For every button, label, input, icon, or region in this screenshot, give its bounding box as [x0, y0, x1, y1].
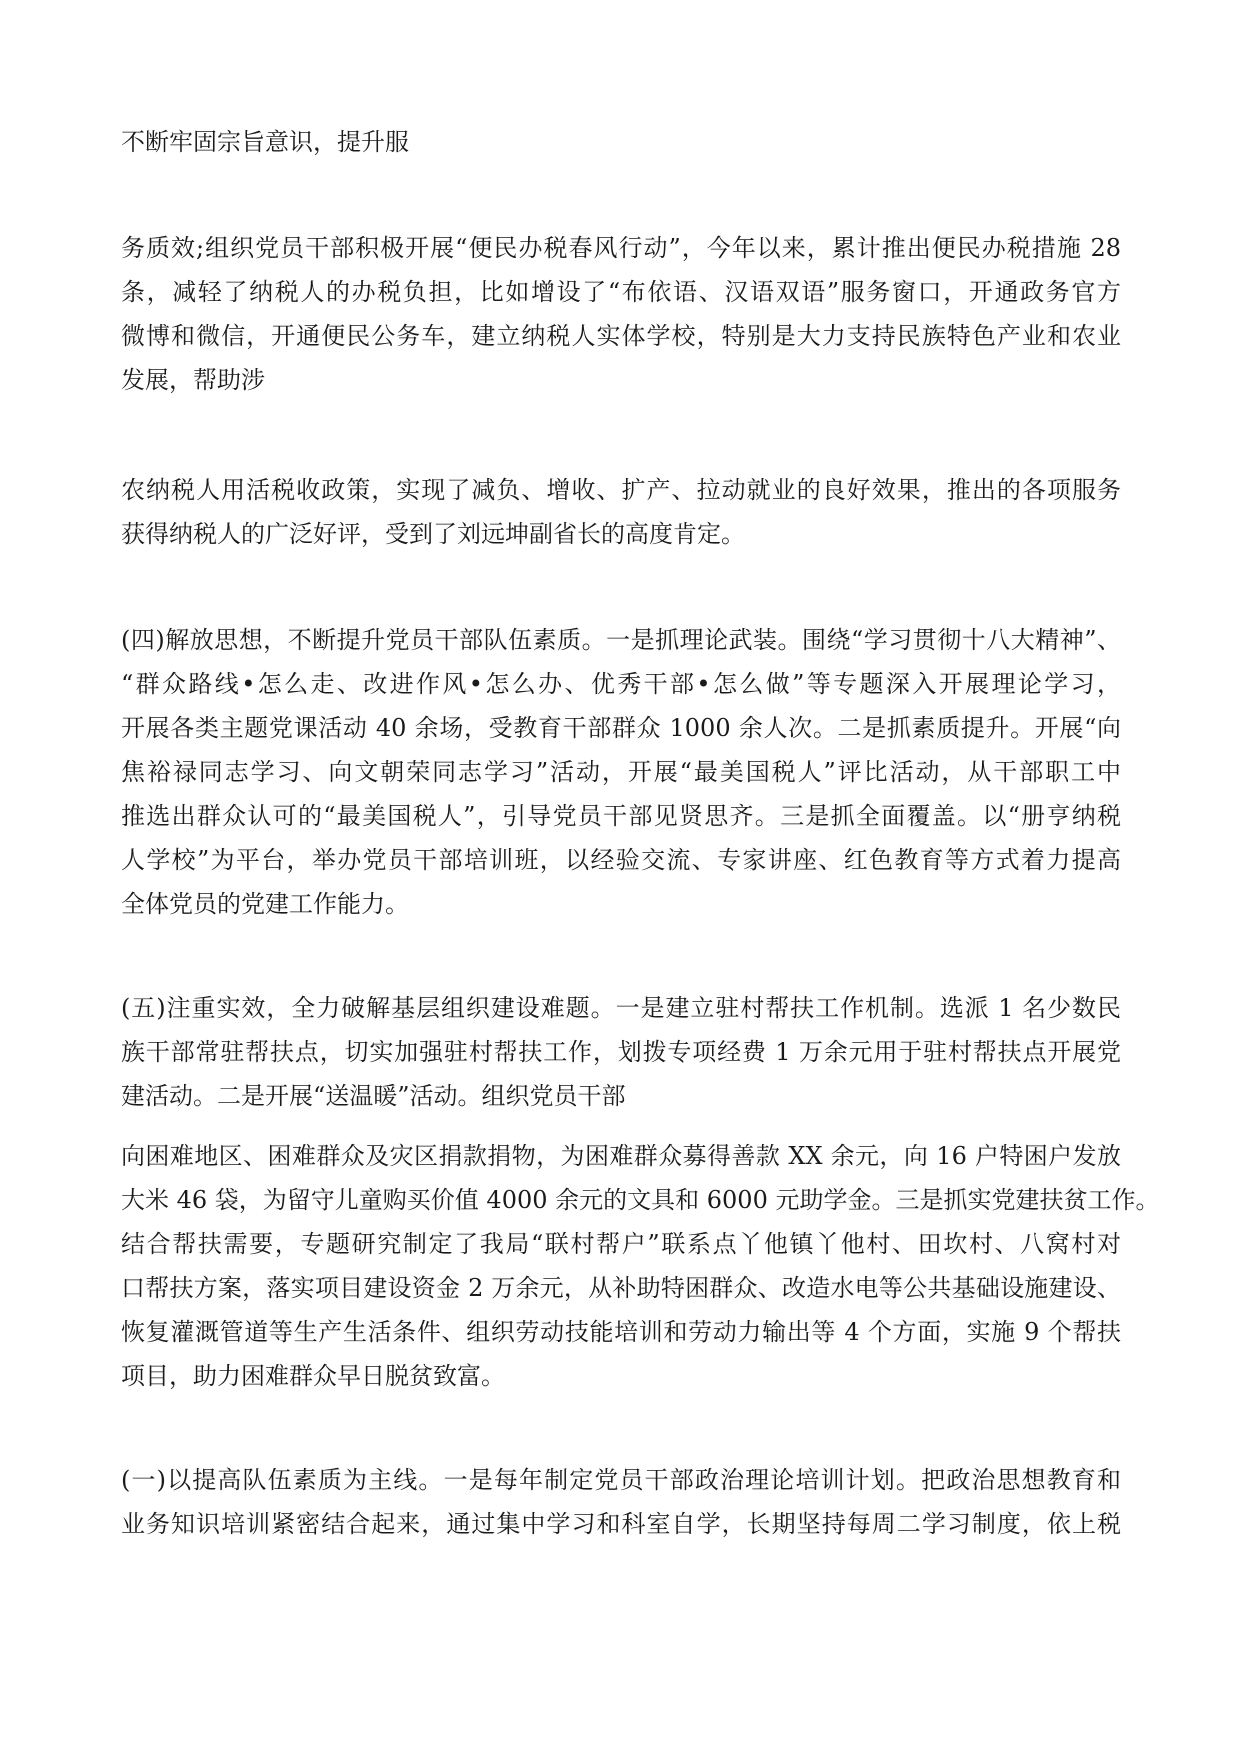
text-line: 开展各类主题党课活动 40 余场，受教育干部群众 1000 余人次。二是抓素质提升。开展“向 [121, 714, 1121, 742]
paragraph-7 [121, 1458, 1121, 1546]
text-line: 条，减轻了纳税人的办税负担，比如增设了“布依语、汉语双语”服务窗口，开通政务官方 [121, 278, 1121, 306]
paragraph-4 [121, 618, 1121, 926]
text-line: 恢复灌溉管道等生产生活条件、组织劳动技能培训和劳动力输出等 4 个方面，实施 9 个帮扶 [121, 1318, 1121, 1346]
text-line: 发展，帮助涉 [121, 366, 265, 394]
text-line: (五)注重实效，全力破解基层组织建设难题。一是建立驻村帮扶工作机制。选派 1 名少数民 [121, 994, 1121, 1022]
text-line: 务质效;组织党员干部积极开展“便民办税春风行动”，今年以来，累计推出便民办税措施 28 [121, 234, 1121, 262]
text-line: 人学校”为平台，举办党员干部培训班，以经验交流、专家讲座、红色教育等方式着力提高 [121, 846, 1121, 874]
text-line: “群众路线•怎么走、改进作风•怎么办、优秀干部•怎么做”等专题深入开展理论学习， [121, 670, 1121, 698]
text-line: 微博和微信，开通便民公务车，建立纳税人实体学校，特别是大力支持民族特色产业和农业 [121, 322, 1121, 350]
text-line: 农纳税人用活税收政策，实现了减负、增收、扩产、拉动就业的良好效果，推出的各项服务 [121, 476, 1121, 504]
text-line: 族干部常驻帮扶点，切实加强驻村帮扶工作，划拨专项经费 1 万余元用于驻村帮扶点开展党 [121, 1038, 1121, 1066]
text-line: 建活动。二是开展“送温暖”活动。组织党员干部 [121, 1082, 626, 1110]
text-line: 获得纳税人的广泛好评，受到了刘远坤副省长的高度肯定。 [121, 520, 745, 548]
text-line: 推选出群众认可的“最美国税人”，引导党员干部见贤思齐。三是抓全面覆盖。以“册亨纳税 [121, 802, 1121, 830]
text-line: 不断牢固宗旨意识，提升服 [121, 128, 409, 156]
text-line: 结合帮扶需要，专题研究制定了我局“联村帮户”联系点丫他镇丫他村、田坎村、八窝村对 [121, 1230, 1121, 1258]
text-line: (一)以提高队伍素质为主线。一是每年制定党员干部政治理论培训计划。把政治思想教育和 [121, 1466, 1121, 1494]
text-line: 焦裕禄同志学习、向文朝荣同志学习”活动，开展“最美国税人”评比活动，从干部职工中 [121, 758, 1121, 786]
paragraph-6 [121, 1134, 1160, 1398]
text-line: 项目，助力困难群众早日脱贫致富。 [121, 1362, 505, 1390]
text-line: 业务知识培训紧密结合起来，通过集中学习和科室自学，长期坚持每周二学习制度，依上税 [121, 1510, 1121, 1538]
text-line: 全体党员的党建工作能力。 [121, 890, 409, 918]
text-line: (四)解放思想，不断提升党员干部队伍素质。一是抓理论武装。围绕“学习贯彻十八大精神”、 [121, 626, 1121, 654]
text-line: 大米 46 袋，为留守儿童购买价值 4000 余元的文具和 6000 元助学金。三是抓实党建扶贫工作。 [121, 1186, 1160, 1214]
paragraph-2 [121, 226, 1121, 402]
text-line: 口帮扶方案，落实项目建设资金 2 万余元，从补助特困群众、改造水电等公共基础设施建设、 [121, 1274, 1121, 1302]
paragraph-3 [121, 468, 1121, 556]
paragraph-5 [121, 986, 1121, 1118]
text-line: 向困难地区、困难群众及灾区捐款捐物，为困难群众募得善款 XX 余元，向 16 户特困户发放 [121, 1142, 1121, 1170]
paragraph-1 [121, 120, 1121, 164]
